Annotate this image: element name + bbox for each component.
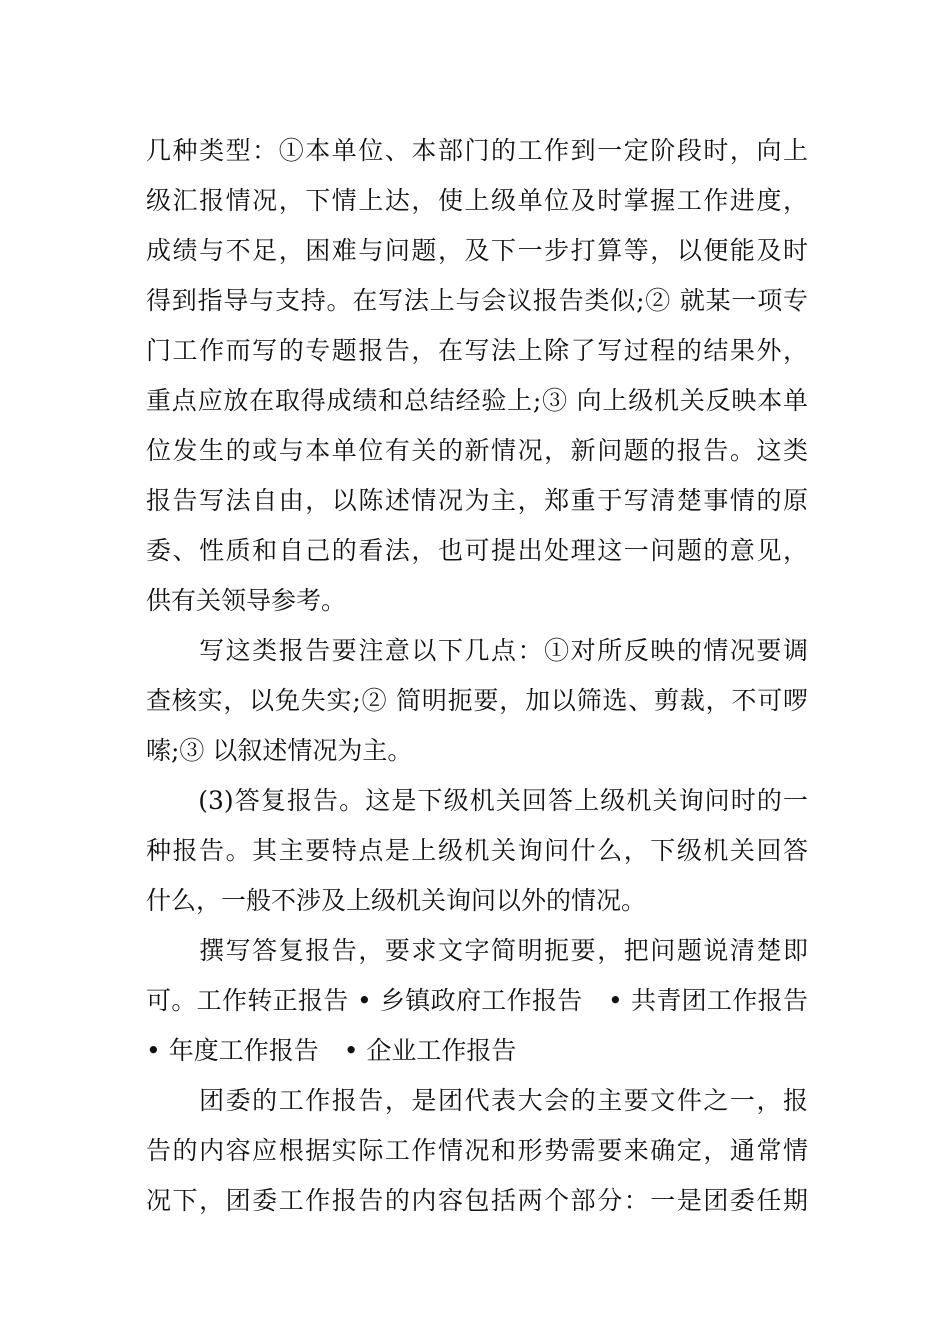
text-line: 告的内容应根据实际工作情况和形势需要来确定，通常情 [146,1136,808,1165]
text-line: 种报告。其主要特点是上级机关询问什么，下级机关回答 [146,836,808,865]
text-line: 委、性质和自己的看法，也可提出处理这一问题的意见， [146,536,808,565]
text-line: 什么，一般不涉及上级机关询问以外的情况。 [146,886,647,915]
text-line: 得到指导与支持。在写法上与会议报告类似;② 就某一项专 [146,286,808,315]
text-line: 况下，团委工作报告的内容包括两个部分：一是团委任期 [146,1186,808,1215]
text-line: 级汇报情况，下情上达，使上级单位及时掌握工作进度， [146,186,808,215]
text-line: (3)答复报告。这是下级机关回答上级机关询问时的一 [146,786,808,815]
text-line: 成绩与不足，困难与问题，及下一步打算等，以便能及时 [146,236,808,265]
text-line: 供有关领导参考。 [146,586,347,615]
document-body [146,126,808,1226]
text-line: 撰写答复报告，要求文字简明扼要，把问题说清楚即 [146,936,808,965]
text-line: 查核实，以免失实;② 简明扼要，加以筛选、剪裁，不可啰 [146,686,808,715]
text-line: 门工作而写的专题报告，在写法上除了写过程的结果外， [146,336,808,365]
text-line: 报告写法自由，以陈述情况为主，郑重于写清楚事情的原 [146,486,808,515]
text-line: 团委的工作报告，是团代表大会的主要文件之一，报 [146,1086,808,1115]
text-line: 位发生的或与本单位有关的新情况，新问题的报告。这类 [146,436,808,465]
text-line: 几种类型：①本单位、本部门的工作到一定阶段时，向上 [146,136,808,165]
text-line: 写这类报告要注意以下几点：①对所反映的情况要调 [146,636,808,665]
text-line: • 年度工作报告 • 企业工作报告 [146,1036,517,1065]
text-line: 可。工作转正报告 • 乡镇政府工作报告 • 共青团工作报告 [146,986,808,1015]
text-line: 重点应放在取得成绩和总结经验上;③ 向上级机关反映本单 [146,386,808,415]
text-line: 嗦;③ 以叙述情况为主。 [146,736,413,765]
